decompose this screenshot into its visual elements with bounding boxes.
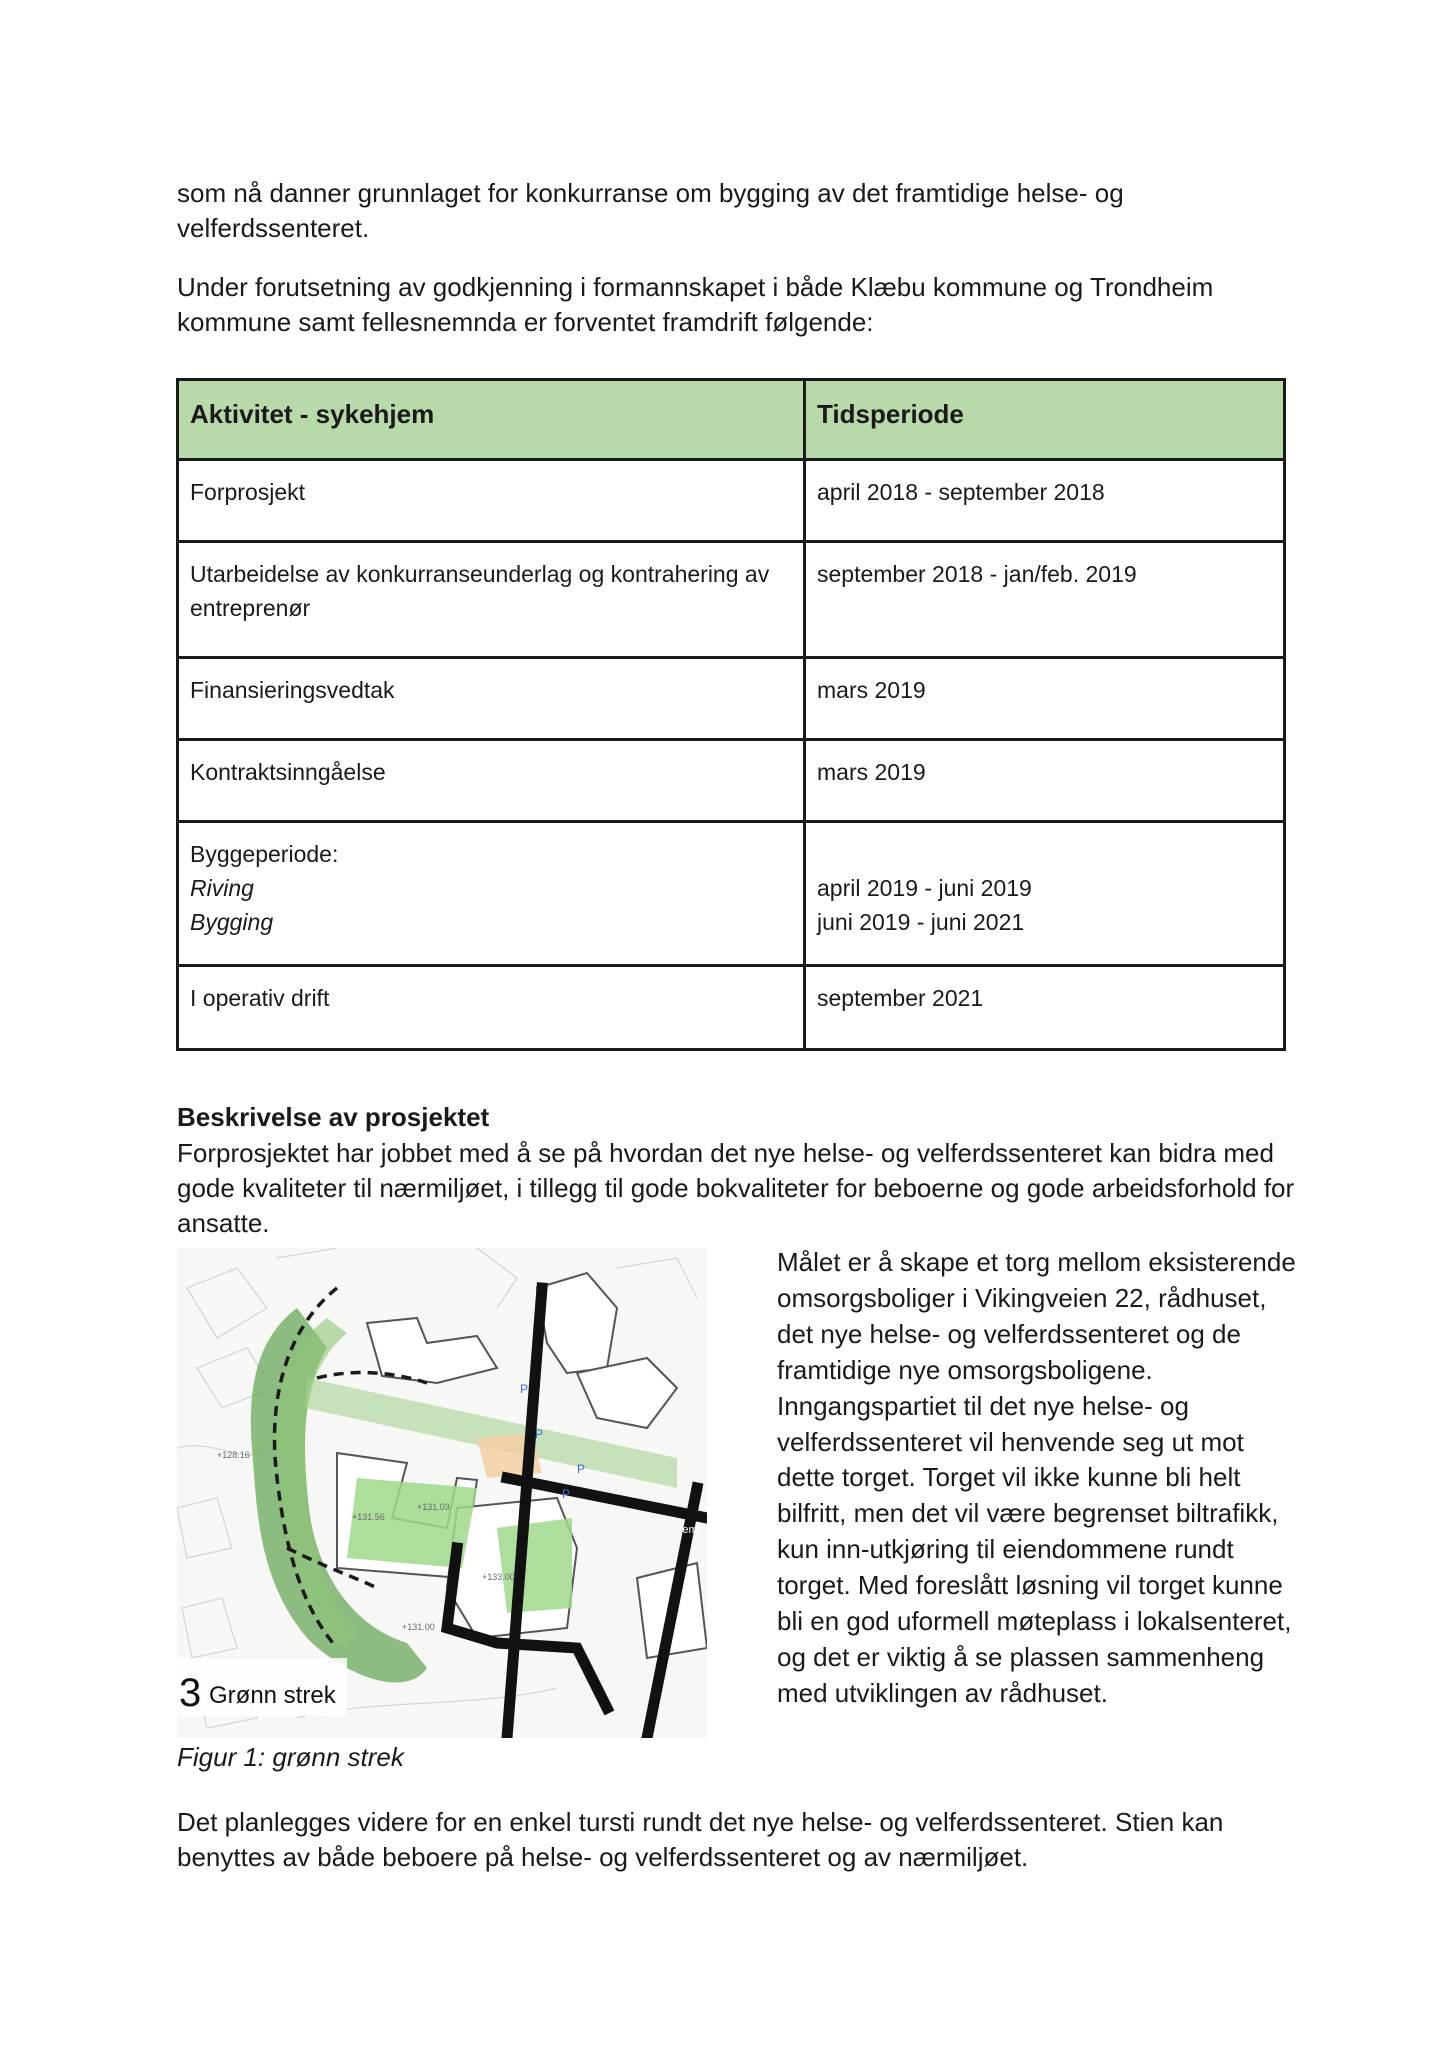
cell-activity: Utarbeidelse av konkurranseunderlag og kontrahering av entreprenør: [178, 542, 805, 658]
parking-label: P: [577, 1462, 586, 1476]
cell-period: mars 2019: [805, 658, 1285, 740]
road-label: Fremt: [672, 1524, 701, 1536]
table-row: [178, 460, 1285, 542]
table-row: [178, 966, 1285, 1050]
parking-label: P: [562, 1487, 571, 1501]
site-plan-figure: [177, 1248, 707, 1738]
period-riving: april 2019 - juni 2019: [817, 875, 1032, 901]
site-plan-map: [177, 1248, 707, 1738]
table-header-row: [178, 380, 1285, 460]
cell-period: april 2018 - september 2018: [805, 460, 1285, 542]
table-row: [178, 542, 1285, 658]
figure-caption: Figur 1: grønn strek: [177, 1742, 404, 1772]
elevation-label: +128.16: [217, 1450, 250, 1460]
figure-number: 3: [179, 1671, 202, 1715]
elevation-label: +131.03: [417, 1502, 450, 1512]
parking-label: P: [535, 1427, 544, 1441]
cell-period: september 2018 - jan/feb. 2019: [805, 542, 1285, 658]
paragraph-description: Forprosjektet har jobbet med å se på hvordan det nye helse- og velferdssenteret kan bidra med gode kvaliteter til nærmiljøet, i tillegg til gode bokvaliteter for beboerne og gode arbeidsforhold for ansatte.: [177, 1138, 1295, 1238]
table-row: [178, 822, 1285, 966]
header-period: Tidsperiode: [805, 380, 1285, 460]
cell-period: mars 2019: [805, 740, 1285, 822]
cell-period: september 2021: [805, 966, 1285, 1050]
header-activity: Aktivitet - sykehjem: [178, 380, 805, 460]
activity-label: Byggeperiode:: [190, 841, 339, 867]
elevation-label: +131.56: [352, 1512, 385, 1522]
schedule-table: [176, 378, 1286, 1051]
table-row: [178, 740, 1285, 822]
cell-period: [805, 822, 1285, 966]
cell-activity: Finansieringsvedtak: [178, 658, 805, 740]
activity-sub-bygging: Bygging: [190, 909, 274, 935]
period-bygging: juni 2019 - juni 2021: [817, 909, 1025, 935]
park-green: [497, 1518, 572, 1613]
paragraph-condition: Under forutsetning av godkjenning i formannskapet i både Klæbu kommune og Trondheim kommune samt fellesnemnda er forventet framdrift følgende:: [177, 272, 1214, 337]
cell-activity: I operativ drift: [178, 966, 805, 1050]
table-row: [178, 658, 1285, 740]
figure-label: Grønn strek: [209, 1682, 336, 1709]
elevation-label: +133.00: [482, 1572, 515, 1582]
paragraph-square: Målet er å skape et torg mellom eksisterende omsorgsboliger i Vikingveien 22, rådhuset, det nye helse- og velferdssenteret og de framtidige nye omsorgsboligene. Inngangspartiet til det nye helse- og velferdssenteret vil henvende seg ut mot dette torget. Torget vil ikke kunne bli helt bilfritt, men det vil være begrenset biltrafikk, kun inn-utkjøring til eiendommene rundt torget. Med foreslått løsning vil torget kunne bli en god uformell møteplass i lokalsenteret, og det er viktig å se plassen sammenheng med utviklingen av rådhuset.: [777, 1247, 1296, 1708]
section-heading: Beskrivelse av prosjektet: [177, 1102, 490, 1132]
paragraph-intro: som nå danner grunnlaget for konkurranse om bygging av det framtidige helse- og velferdssenteret.: [177, 178, 1124, 243]
cell-activity: Kontraktsinngåelse: [178, 740, 805, 822]
cell-activity: [178, 822, 805, 966]
parking-label: P: [520, 1382, 529, 1396]
paragraph-trail: Det planlegges videre for en enkel tursti rundt det nye helse- og velferdssenteret. Stien kan benyttes av både beboere på helse- og velferdssenteret og av nærmiljøet.: [177, 1807, 1224, 1872]
elevation-label: +131.00: [402, 1622, 435, 1632]
cell-activity: Forprosjekt: [178, 460, 805, 542]
activity-sub-riving: Riving: [190, 875, 254, 901]
